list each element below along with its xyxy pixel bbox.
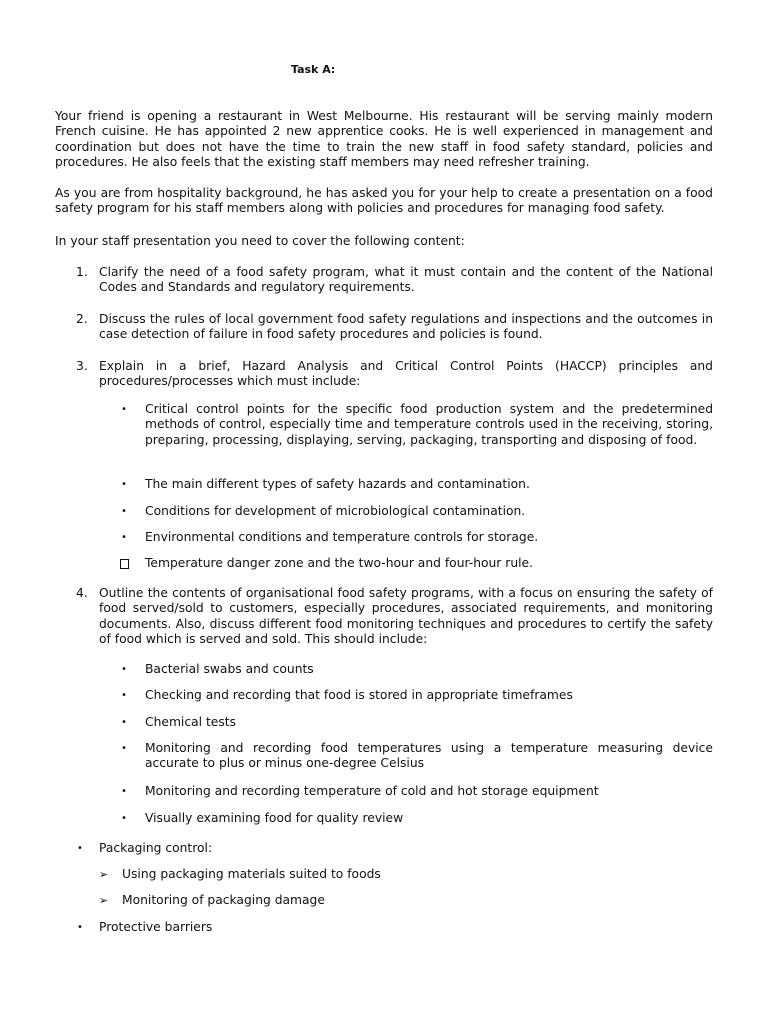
arrow-bullet-icon: ➢ [99, 894, 109, 907]
bullet-text: Monitoring and recording food temperatures using a temperature measuring device accurate to plus or minus one-degree Celsius [145, 741, 713, 771]
request-paragraph: As you are from hospitality background, he has asked you for your help to create a presentation on a food safety program for his staff members along with policies and procedures for managing food safety. [55, 186, 713, 216]
bullet-text: Chemical tests [145, 715, 236, 729]
list-item-text: Clarify the need of a food safety program, what it must contain and the content of the National Codes and Standards and regulatory requirements. [99, 265, 713, 295]
bullet-text: Protective barriers [99, 920, 213, 934]
list-item-4 [76, 586, 713, 648]
list-item-text: Discuss the rules of local government food safety regulations and inspections and the outcomes in case detection of failure in food safety procedures and policies is found. [99, 312, 713, 342]
bullet-text: Checking and recording that food is stored in appropriate timeframes [145, 688, 573, 702]
bullet-text: Critical control points for the specific food production system and the predetermined methods of control, especially time and temperature controls used in the receiving, storing, preparing, processing, displaying, serving, packaging, transporting and disposing of food. [145, 402, 713, 447]
bullet-text: The main different types of safety hazards and contamination. [145, 477, 530, 491]
missing-glyph-box-icon [120, 559, 129, 569]
list-item [120, 402, 713, 448]
list-item-1 [76, 265, 713, 296]
bullet-text: Environmental conditions and temperature controls for storage. [145, 530, 539, 544]
list-item [99, 893, 713, 908]
list-item [120, 811, 713, 826]
list-item-2 [76, 312, 713, 343]
list-number: 1. [76, 265, 88, 279]
bullet-icon: • [121, 479, 127, 490]
list-item [120, 784, 713, 799]
list-item [120, 504, 713, 519]
bullet-icon: • [121, 743, 127, 754]
bullet-icon: • [121, 506, 127, 517]
bullet-icon: • [121, 404, 127, 415]
list-number: 3. [76, 359, 88, 373]
bullet-text: Using packaging materials suited to foods [122, 867, 381, 881]
list-item [76, 841, 713, 856]
bullet-icon: • [121, 532, 127, 543]
list-item [120, 715, 713, 730]
list-item [120, 662, 713, 677]
bullet-text: Visually examining food for quality review [145, 811, 404, 825]
bullet-text: Packaging control: [99, 841, 213, 855]
list-item-3 [76, 359, 713, 390]
bullet-icon: • [121, 664, 127, 675]
bullet-icon: • [121, 786, 127, 797]
bullet-icon: • [121, 717, 127, 728]
list-item [120, 556, 713, 571]
list-item [120, 530, 713, 545]
bullet-text: Conditions for development of microbiological contamination. [145, 504, 526, 518]
bullet-icon: • [77, 922, 83, 933]
task-title: Task A: [291, 63, 336, 76]
arrow-bullet-icon: ➢ [99, 868, 109, 881]
bullet-text: Monitoring and recording temperature of cold and hot storage equipment [145, 784, 599, 798]
list-number: 4. [76, 586, 88, 600]
list-number: 2. [76, 312, 88, 326]
content-lead-paragraph: In your staff presentation you need to cover the following content: [55, 234, 465, 248]
list-item [120, 741, 713, 772]
bullet-icon: • [121, 813, 127, 824]
list-item [76, 920, 713, 935]
list-item-text: Explain in a brief, Hazard Analysis and Critical Control Points (HACCP) principles and procedures/processes which must include: [99, 359, 713, 389]
intro-paragraph: Your friend is opening a restaurant in West Melbourne. His restaurant will be serving mainly modern French cuisine. He has appointed 2 new apprentice cooks. He is well experienced in management and coordination but does not have the time to train the new staff in food safety standard, policies and procedures. He also feels that the existing staff members may need refresher training. [55, 109, 713, 170]
bullet-text: Monitoring of packaging damage [122, 893, 325, 907]
bullet-icon: • [121, 690, 127, 701]
bullet-text: Temperature danger zone and the two-hour and four-hour rule. [145, 556, 534, 570]
bullet-icon: • [77, 843, 83, 854]
list-item [120, 688, 713, 703]
list-item [120, 477, 713, 492]
bullet-text: Bacterial swabs and counts [145, 662, 314, 676]
list-item-text: Outline the contents of organisational food safety programs, with a focus on ensuring the safety of food served/sold to customers, especially procedures, associated requirements, and monitoring documents. Also, discuss different food monitoring techniques and procedures to certify the safety of food which is served and sold. This should include: [99, 586, 713, 647]
list-item [99, 867, 713, 882]
